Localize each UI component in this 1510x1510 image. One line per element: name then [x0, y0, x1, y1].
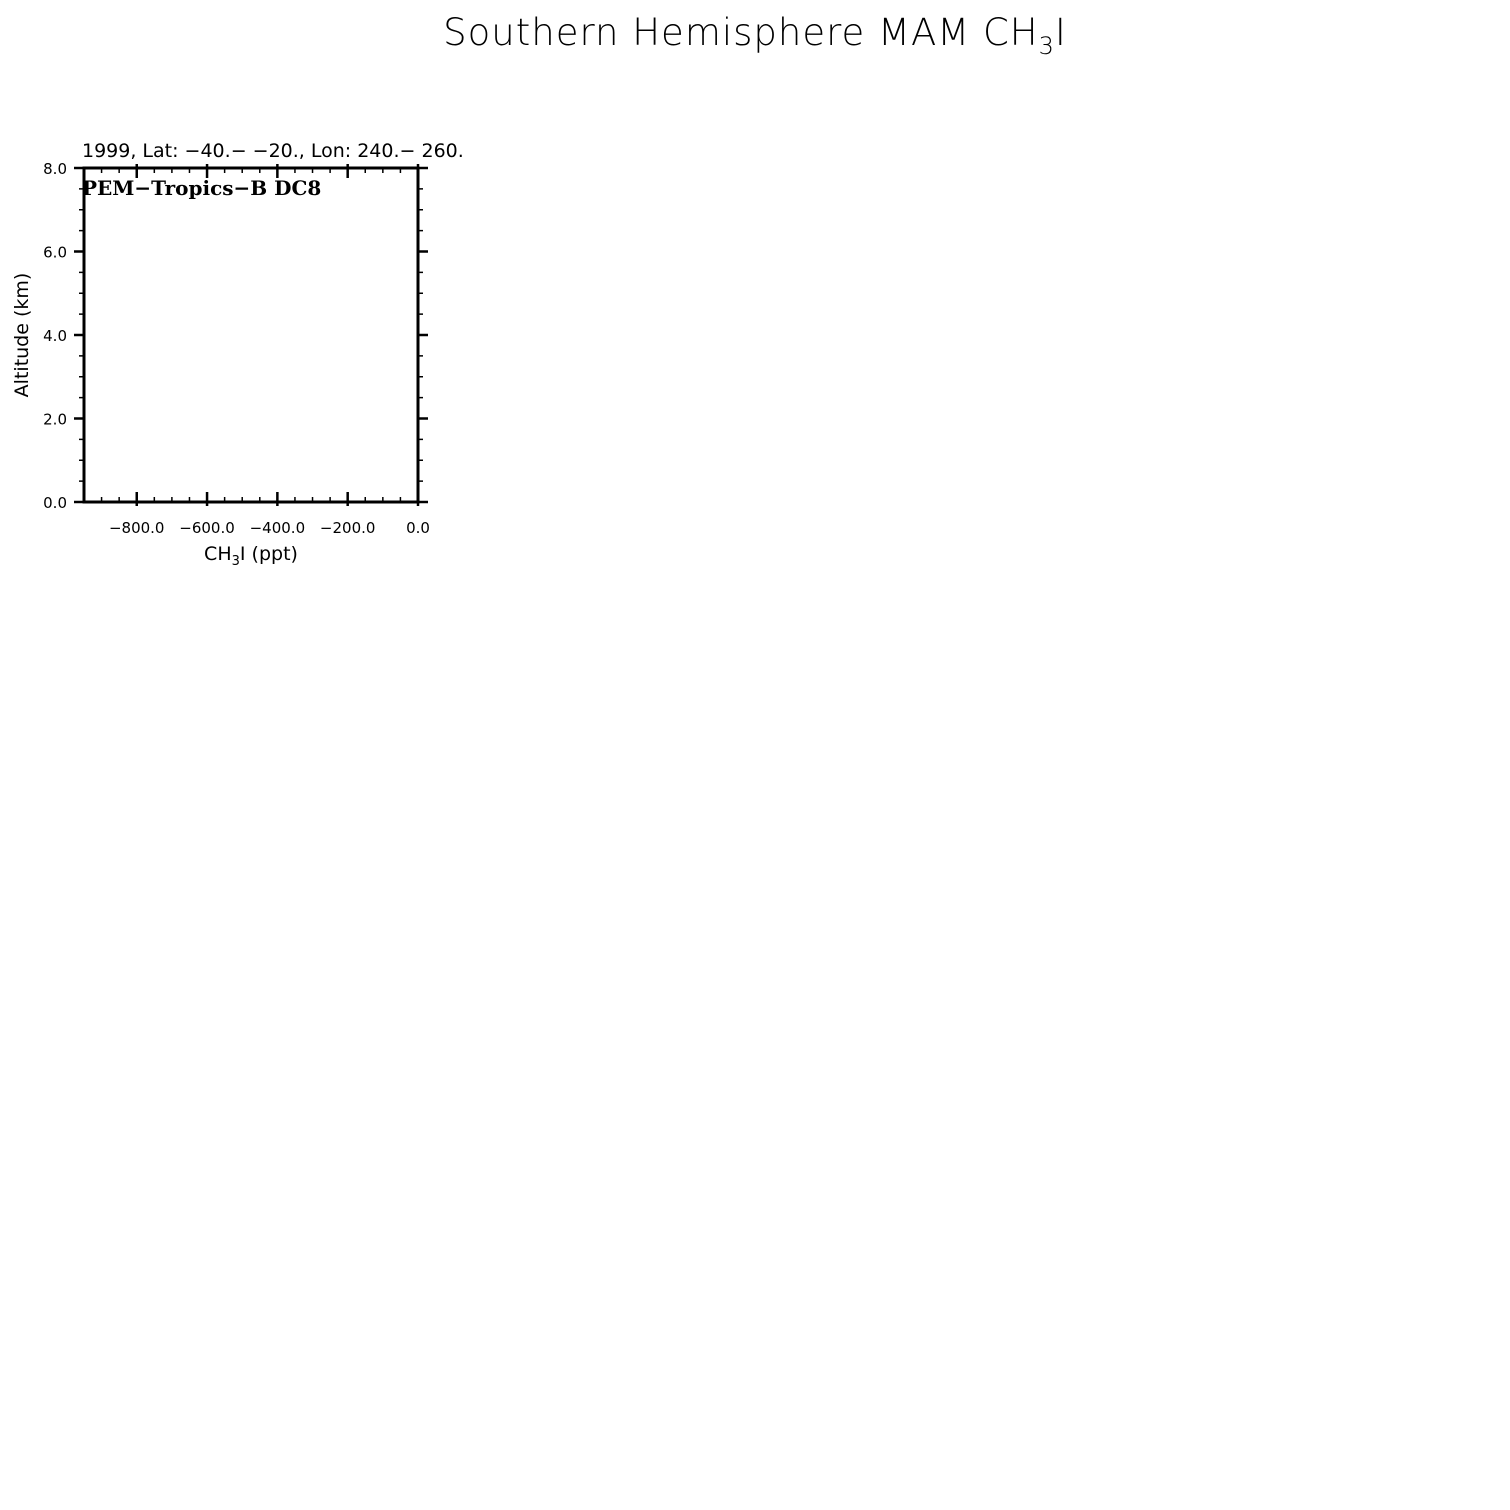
y-tick-label: 0.0: [43, 494, 67, 512]
x-axis-label-subscript: 3: [231, 554, 240, 569]
y-tick-label: 4.0: [43, 327, 67, 345]
dataset-annotation: PEM−Tropics−B DC8: [82, 176, 322, 200]
chart-title-tail: I: [1054, 11, 1067, 54]
x-axis-label: [204, 543, 298, 569]
axis-tick-labels: [43, 160, 430, 537]
x-tick-label: −600.0: [179, 519, 235, 537]
axis-ticks: [74, 164, 428, 506]
x-tick-label: 0.0: [406, 519, 430, 537]
chart-title-main: Southern Hemisphere MAM CH: [443, 11, 1039, 54]
chart-subtitle: 1999, Lat: −40.− −20., Lon: 240.− 260.: [82, 140, 464, 162]
x-tick-label: −800.0: [108, 519, 165, 537]
x-tick-label: −400.0: [249, 519, 306, 537]
plot-frame: [84, 168, 418, 502]
y-tick-label: 8.0: [43, 160, 67, 178]
x-axis-label-tail: I (ppt): [239, 543, 298, 565]
x-tick-label: −200.0: [319, 519, 376, 537]
chart-title: [443, 11, 1067, 60]
x-axis-label-main: CH: [204, 543, 232, 565]
chart-title-subscript: 3: [1038, 32, 1055, 60]
y-axis-label: Altitude (km): [11, 272, 33, 398]
y-tick-label: 2.0: [43, 410, 67, 429]
y-tick-label: 6.0: [43, 243, 67, 262]
